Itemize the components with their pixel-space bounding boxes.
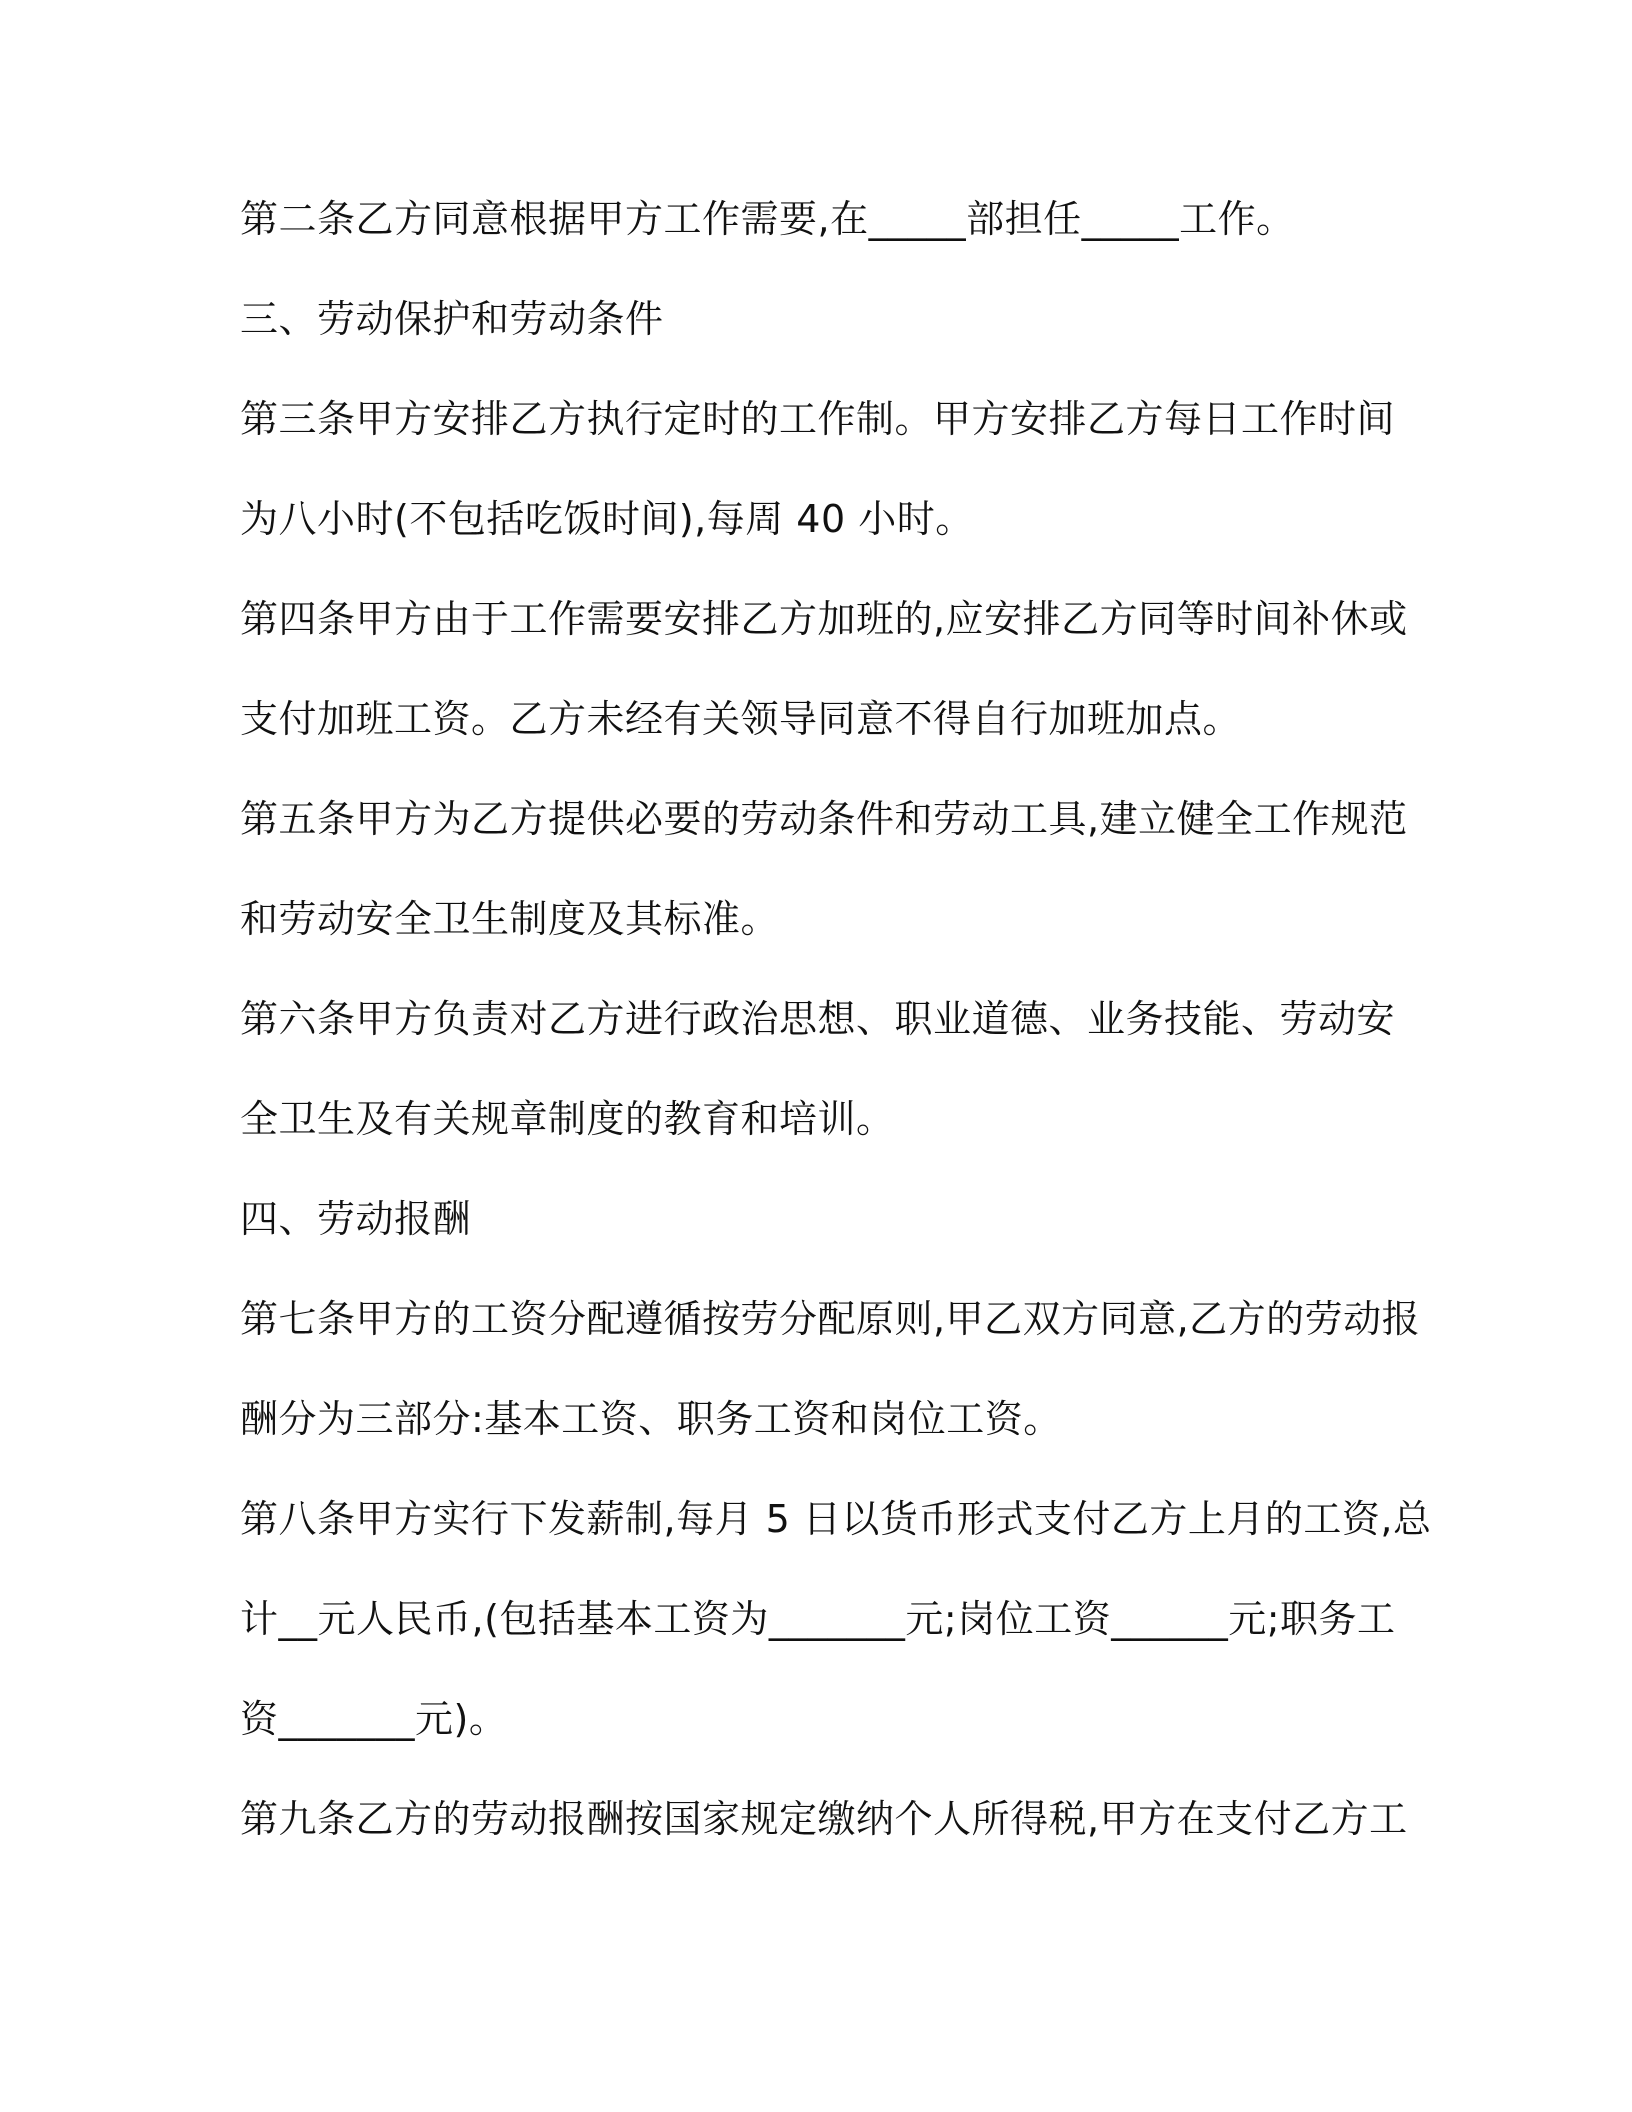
section-4-heading: 四、劳动报酬 — [240, 1197, 472, 1241]
article-8-line-3: 资_______元)。 — [240, 1697, 508, 1741]
article-7-line-1: 第七条甲方的工资分配遵循按劳分配原则,甲乙双方同意,乙方的劳动报 — [240, 1297, 1421, 1341]
article-8-line-1: 第八条甲方实行下发薪制,每月 5 日以货币形式支付乙方上月的工资,总 — [240, 1497, 1432, 1541]
article-8-line-2: 计__元人民币,(包括基本工资为_______元;岗位工资______元;职务工 — [240, 1597, 1396, 1641]
article-2-line-1: 第二条乙方同意根据甲方工作需要,在_____部担任_____工作。 — [240, 197, 1295, 241]
article-3-line-1: 第三条甲方安排乙方执行定时的工作制。甲方安排乙方每日工作时间 — [240, 397, 1396, 441]
article-3-line-2: 为八小时(不包括吃饭时间),每周 40 小时。 — [240, 497, 974, 541]
article-9-line-1: 第九条乙方的劳动报酬按国家规定缴纳个人所得税,甲方在支付乙方工 — [240, 1797, 1408, 1841]
article-5-line-2: 和劳动安全卫生制度及其标准。 — [240, 897, 780, 941]
article-5-line-1: 第五条甲方为乙方提供必要的劳动条件和劳动工具,建立健全工作规范 — [240, 797, 1408, 841]
article-4-line-1: 第四条甲方由于工作需要安排乙方加班的,应安排乙方同等时间补休或 — [240, 597, 1408, 641]
article-7-line-2: 酬分为三部分:基本工资、职务工资和岗位工资。 — [240, 1397, 1062, 1441]
article-6-line-1: 第六条甲方负责对乙方进行政治思想、职业道德、业务技能、劳动安 — [240, 997, 1396, 1041]
article-6-line-2: 全卫生及有关规章制度的教育和培训。 — [240, 1097, 895, 1141]
article-4-line-2: 支付加班工资。乙方未经有关领导同意不得自行加班加点。 — [240, 697, 1242, 741]
section-3-heading: 三、劳动保护和劳动条件 — [240, 297, 664, 341]
